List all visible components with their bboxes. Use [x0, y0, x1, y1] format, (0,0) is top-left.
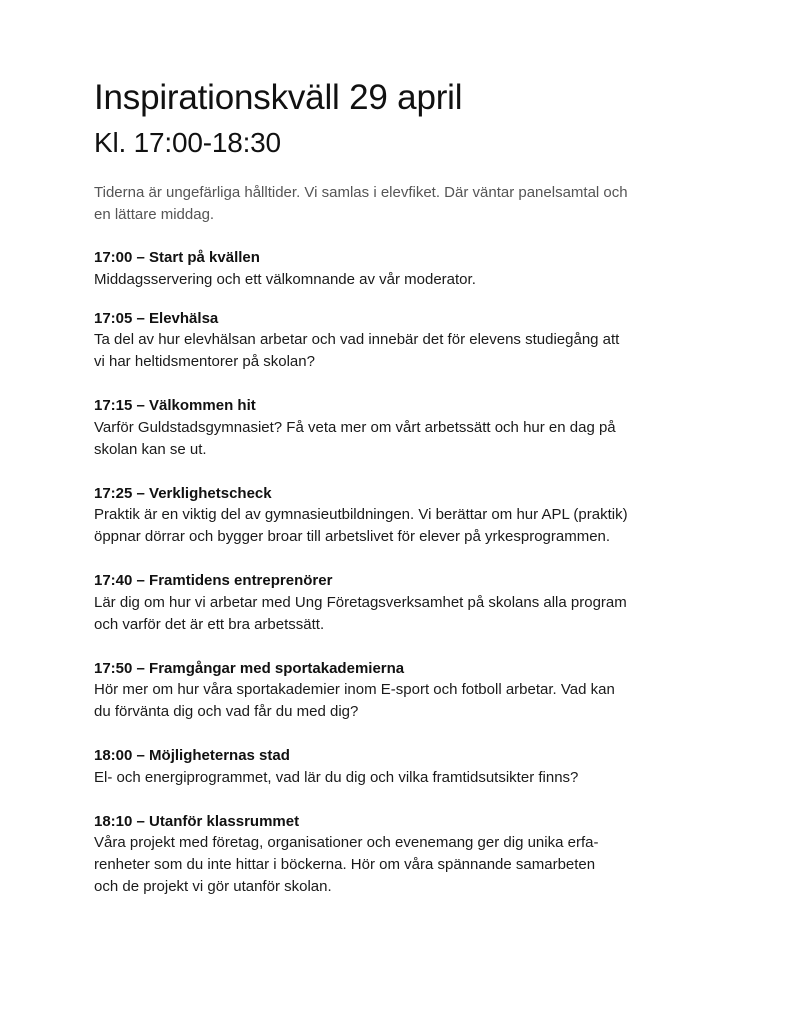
schedule-item-text: Lär dig om hur vi arbetar med Ung Företagsverksamhet på skolans alla program: [94, 593, 627, 611]
schedule-item-heading: 17:00 – Start på kvällen: [94, 249, 260, 266]
schedule-item-text: vi har heltidsmentorer på skolan?: [94, 353, 315, 370]
schedule-item: [94, 745, 714, 789]
schedule-item-heading: 18:00 – Möjligheternas stad: [94, 747, 290, 764]
schedule-item-text: och varför det är ett bra arbetssätt.: [94, 615, 325, 633]
intro-paragraph: [94, 182, 714, 225]
schedule-item-text: El- och energiprogrammet, vad lär du dig och vilka framtidsutsikter finns?: [94, 768, 579, 786]
schedule-item-heading: 17:40 – Framtidens entreprenörer: [94, 572, 333, 589]
schedule-item-text: och de projekt vi gör utanför skolan.: [94, 878, 332, 895]
schedule-item: [94, 247, 714, 291]
schedule-item-text: Varför Guldstadsgymnasiet? Få veta mer om vårt arbetssätt och hur en dag på: [94, 418, 616, 436]
schedule-item-heading: 17:15 – Välkommen hit: [94, 397, 256, 414]
schedule-item-text: du förvänta dig och vad får du med dig?: [94, 703, 359, 720]
schedule-item-text: Våra projekt med företag, organisationer och evenemang ger dig unika erfa-: [94, 834, 599, 851]
schedule-item: [94, 570, 714, 636]
schedule-item-heading: 17:05 – Elevhälsa: [94, 309, 219, 327]
schedule-item: [94, 308, 714, 374]
schedule-item: [94, 658, 714, 724]
schedule-item: [94, 811, 714, 899]
page-subtitle: Kl. 17:00-18:30: [94, 127, 281, 158]
schedule-item-heading: 17:50 – Framgångar med sportakademierna: [94, 659, 405, 677]
schedule-item: [94, 395, 714, 461]
document-page: [94, 78, 714, 898]
schedule-item-text: Middagsservering och ett välkomnande av vår moderator.: [94, 270, 476, 288]
page-title: Inspirationskväll 29 april: [94, 78, 463, 117]
intro-line: Tiderna är ungefärliga hålltider. Vi samlas i elevfiket. Där väntar panelsamtal och: [94, 184, 628, 201]
intro-line: en lättare middag.: [94, 205, 215, 223]
schedule-item-text: skolan kan se ut.: [94, 440, 207, 458]
schedule-item-heading: 17:25 – Verklighetscheck: [94, 484, 272, 502]
schedule-item-text: öppnar dörrar och bygger broar till arbetslivet för elever på yrkesprogrammen.: [94, 528, 611, 545]
schedule-item-text: Ta del av hur elevhälsan arbetar och vad innebär det för elevens studiegång att: [94, 331, 620, 348]
schedule-item-text: Hör mer om hur våra sportakademier inom E-sport och fotboll arbetar. Vad kan: [94, 681, 615, 698]
schedule-item-text: renheter som du inte hittar i böckerna. Hör om våra spännande samarbeten: [94, 856, 596, 873]
schedule-item-heading: 18:10 – Utanför klassrummet: [94, 812, 300, 830]
schedule-item-text: Praktik är en viktig del av gymnasieutbildningen. Vi berättar om hur APL (praktik): [94, 506, 628, 523]
schedule-item: [94, 483, 714, 549]
schedule-list: [94, 247, 714, 898]
